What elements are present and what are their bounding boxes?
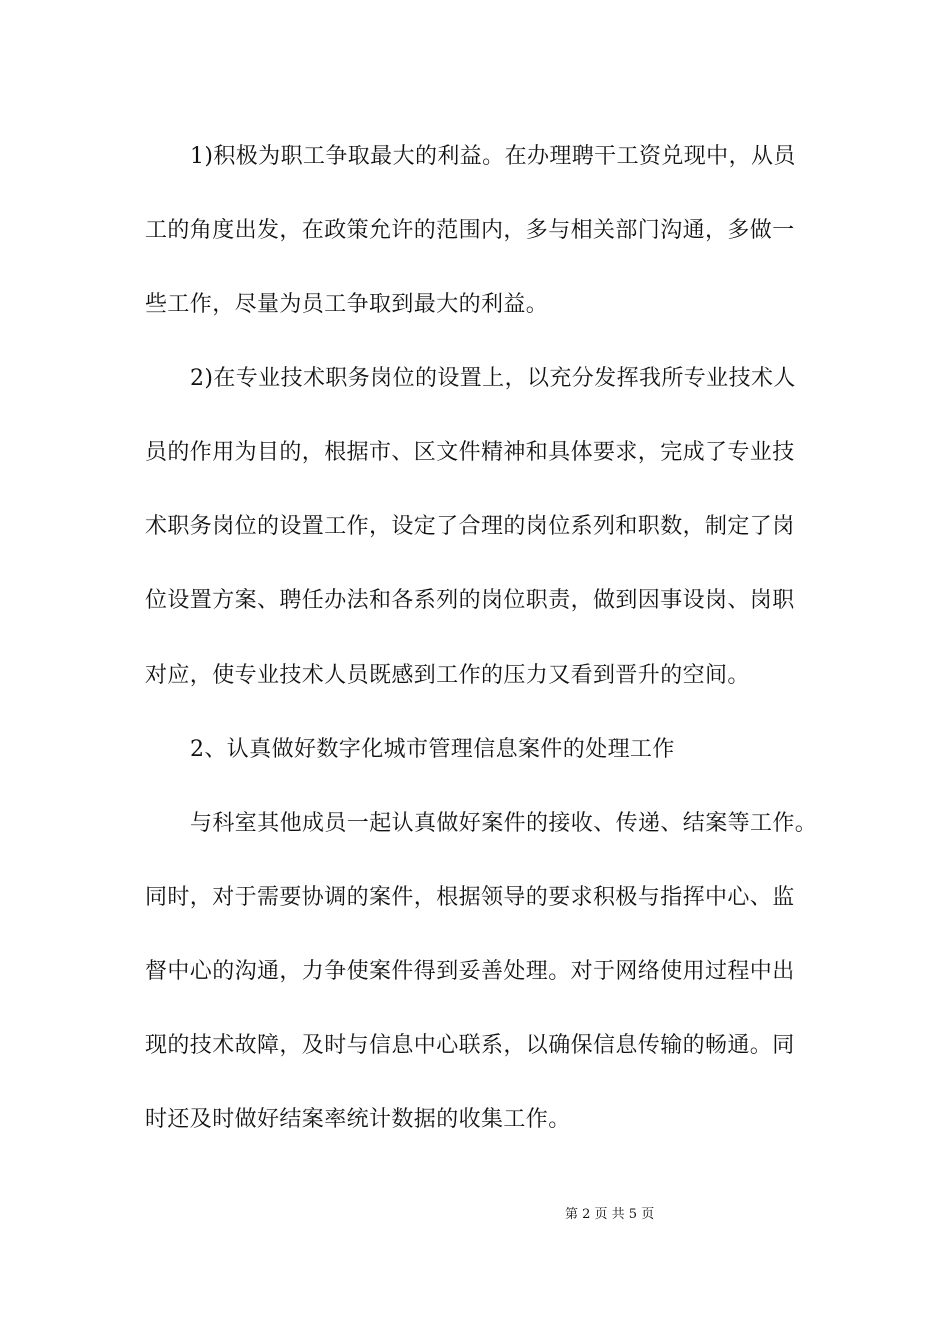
page-footer [0, 1206, 950, 1224]
text-line: 工的角度出发，在政策允许的范围内，多与相关部门沟通，多做一 [145, 218, 795, 243]
text-line: 时还及时做好结案率统计数据的收集工作。 [145, 1107, 571, 1132]
text-line: 同时，对于需要协调的案件，根据领导的要求积极与指挥中心、监 [145, 885, 795, 910]
text-line: 现的技术故障，及时与信息中心联系，以确保信息传输的畅通。同 [145, 1033, 795, 1058]
text-line: 督中心的沟通，力争使案件得到妥善处理。对于网络使用过程中出 [145, 959, 795, 984]
text-line: 2)在专业技术职务岗位的设置上，以充分发挥我所专业技术人 [190, 366, 796, 391]
page-number: 第 2 页 共 5 页 [565, 1207, 655, 1222]
section-heading: 2、认真做好数字化城市管理信息案件的处理工作 [190, 737, 675, 762]
text-line: 员的作用为目的，根据市、区文件精神和具体要求，完成了专业技 [145, 440, 795, 465]
text-line: 对应，使专业技术人员既感到工作的压力又看到晋升的空间。 [145, 663, 750, 688]
text-line: 位设置方案、聘任办法和各系列的岗位职责，做到因事设岗、岗职 [145, 588, 795, 613]
text-line: 与科室其他成员一起认真做好案件的接收、传递、结案等工作。 [190, 811, 818, 836]
text-line: 些工作，尽量为员工争取到最大的利益。 [145, 292, 549, 317]
text-line: 术职务岗位的设置工作，设定了合理的岗位系列和职数，制定了岗 [145, 514, 795, 539]
text-line: 1)积极为职工争取最大的利益。在办理聘干工资兑现中，从员 [190, 144, 796, 169]
